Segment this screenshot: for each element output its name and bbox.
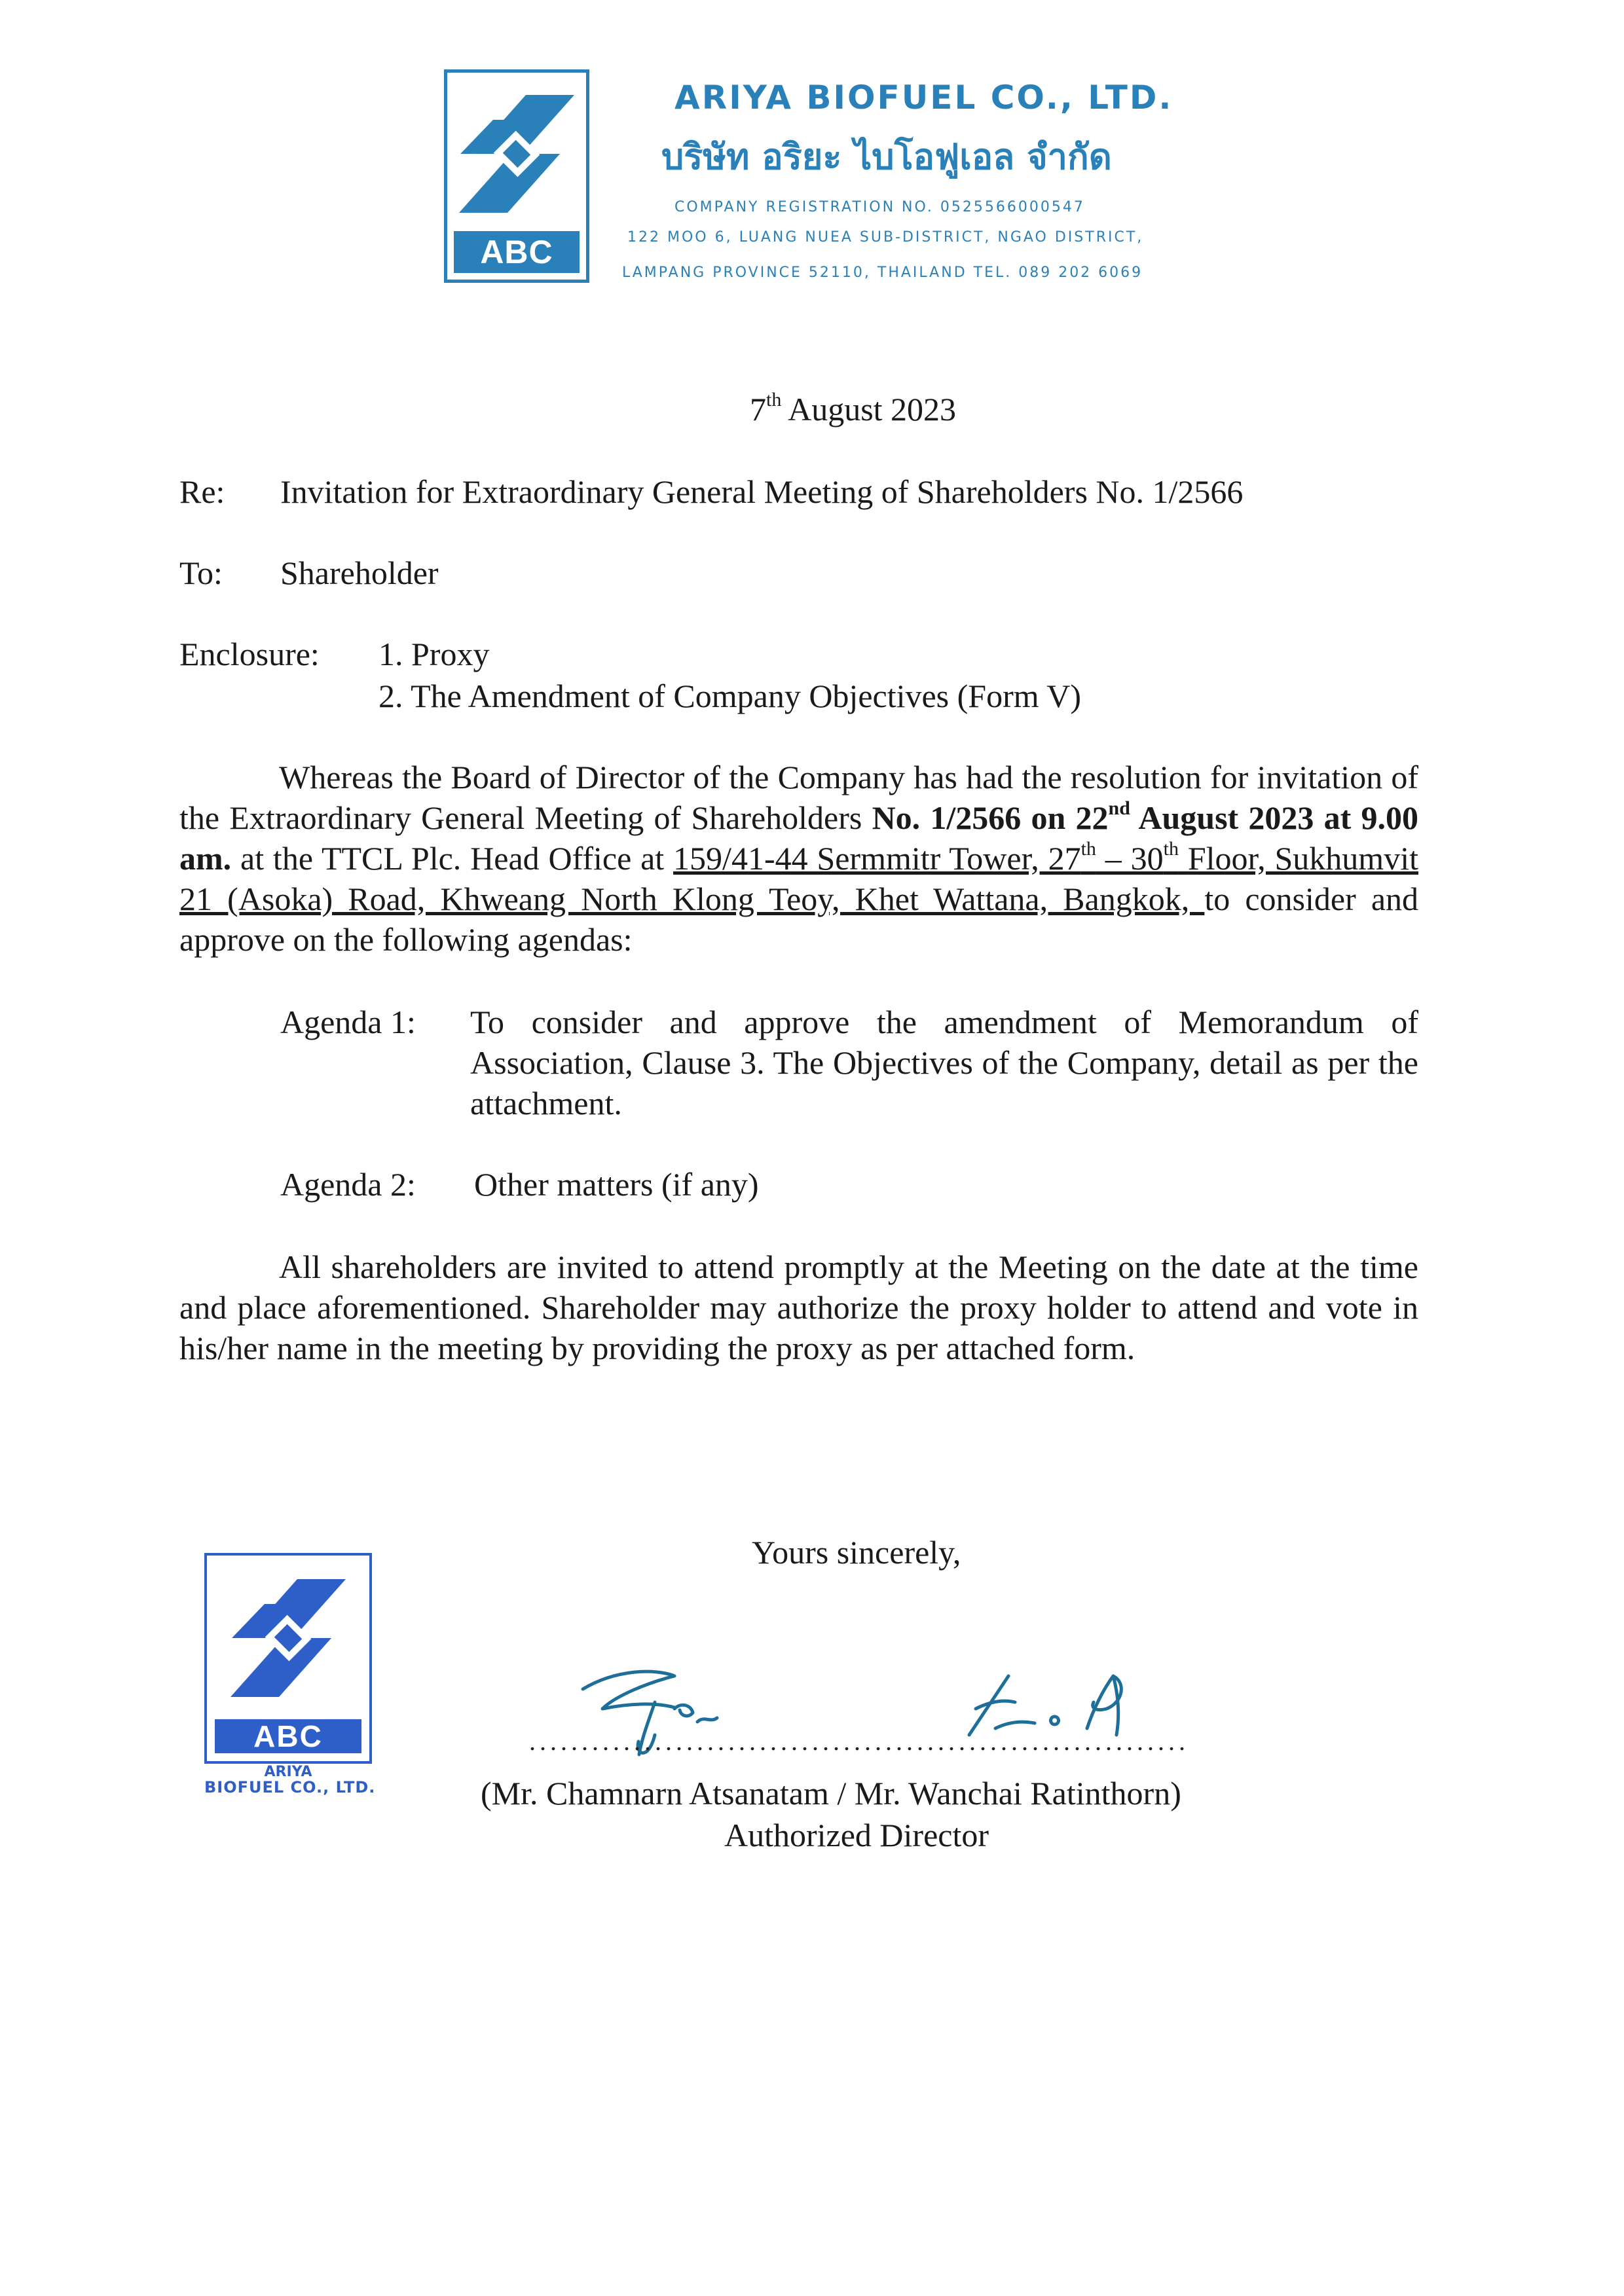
- enclosure-item-1: 1. Proxy: [378, 636, 490, 672]
- subject-text: Invitation for Extraordinary General Meeting of Shareholders No. 1/2566: [280, 473, 1244, 510]
- to-label: To:: [179, 555, 223, 591]
- stamp-company-line2: BIOFUEL CO., LTD.: [204, 1778, 376, 1796]
- logo-abc-label: ABC: [454, 231, 580, 273]
- agenda-1-text: To consider and approve the amendment of Memorandum of Association, Clause 3. The Objectives of the Company, detail as per the attachment.: [470, 1004, 1418, 1121]
- company-name-english: ARIYA BIOFUEL CO., LTD.: [674, 79, 1173, 117]
- body-paragraph-1: Whereas the Board of Director of the Company has had the resolution for invitation of the Extraordinary General Meeting of Shareholders No. 1/2566 on 22nd August 2023 at 9.00 am. at the TTCL Plc. Head Office at 159/41-44 Sermmitr Tower, 27th – 30th Floor, Sukhumvit 21 (Asoka) Road, Khweang North Klong Teoy, Khet Wattana, Bangkok, to consider and approve on the following agendas:: [179, 759, 1419, 958]
- agenda-1-label: Agenda 1:: [280, 1004, 416, 1040]
- agenda-2-label: Agenda 2:: [280, 1166, 416, 1203]
- recipient-text: Shareholder: [280, 555, 439, 591]
- letter-date: 7th August 2023: [750, 389, 957, 428]
- stamp-company-line1: ARIYA: [264, 1764, 312, 1780]
- body-paragraph-2: All shareholders are invited to attend promptly at the Meeting on the date at the time and place aforementioned. Shareholder may authorize the proxy holder to attend and vote in his/her name in the meeting by providing the proxy as per attached form.: [179, 1248, 1418, 1366]
- stamp-abc-label: ABC: [215, 1719, 361, 1753]
- company-logo: [444, 69, 589, 283]
- company-address-line2: LAMPANG PROVINCE 52110, THAILAND TEL. 089 202 6069: [622, 264, 1143, 281]
- enclosure-item-2: 2. The Amendment of Company Objectives (Form V): [378, 678, 1081, 714]
- signature-line: ...............................................................: [529, 1726, 1189, 1756]
- company-registration: COMPANY REGISTRATION NO. 0525566000547: [674, 199, 1085, 215]
- agenda-2-text: Other matters (if any): [474, 1166, 759, 1203]
- logo-emblem-icon: [454, 82, 580, 226]
- signer-title: Authorized Director: [724, 1817, 989, 1853]
- company-address-line1: 122 MOO 6, LUANG NUEA SUB-DISTRICT, NGAO DISTRICT,: [627, 229, 1144, 246]
- signer-names: (Mr. Chamnarn Atsanatam / Mr. Wanchai Ratinthorn): [481, 1775, 1181, 1812]
- re-label: Re:: [179, 473, 225, 510]
- company-name-thai: บริษัท อริยะ ไบโอฟูเอล จำกัด: [661, 136, 1112, 177]
- company-stamp: [204, 1553, 372, 1764]
- stamp-emblem-icon: [220, 1566, 356, 1710]
- enclosure-label: Enclosure:: [179, 636, 320, 672]
- closing-salutation: Yours sincerely,: [752, 1534, 961, 1571]
